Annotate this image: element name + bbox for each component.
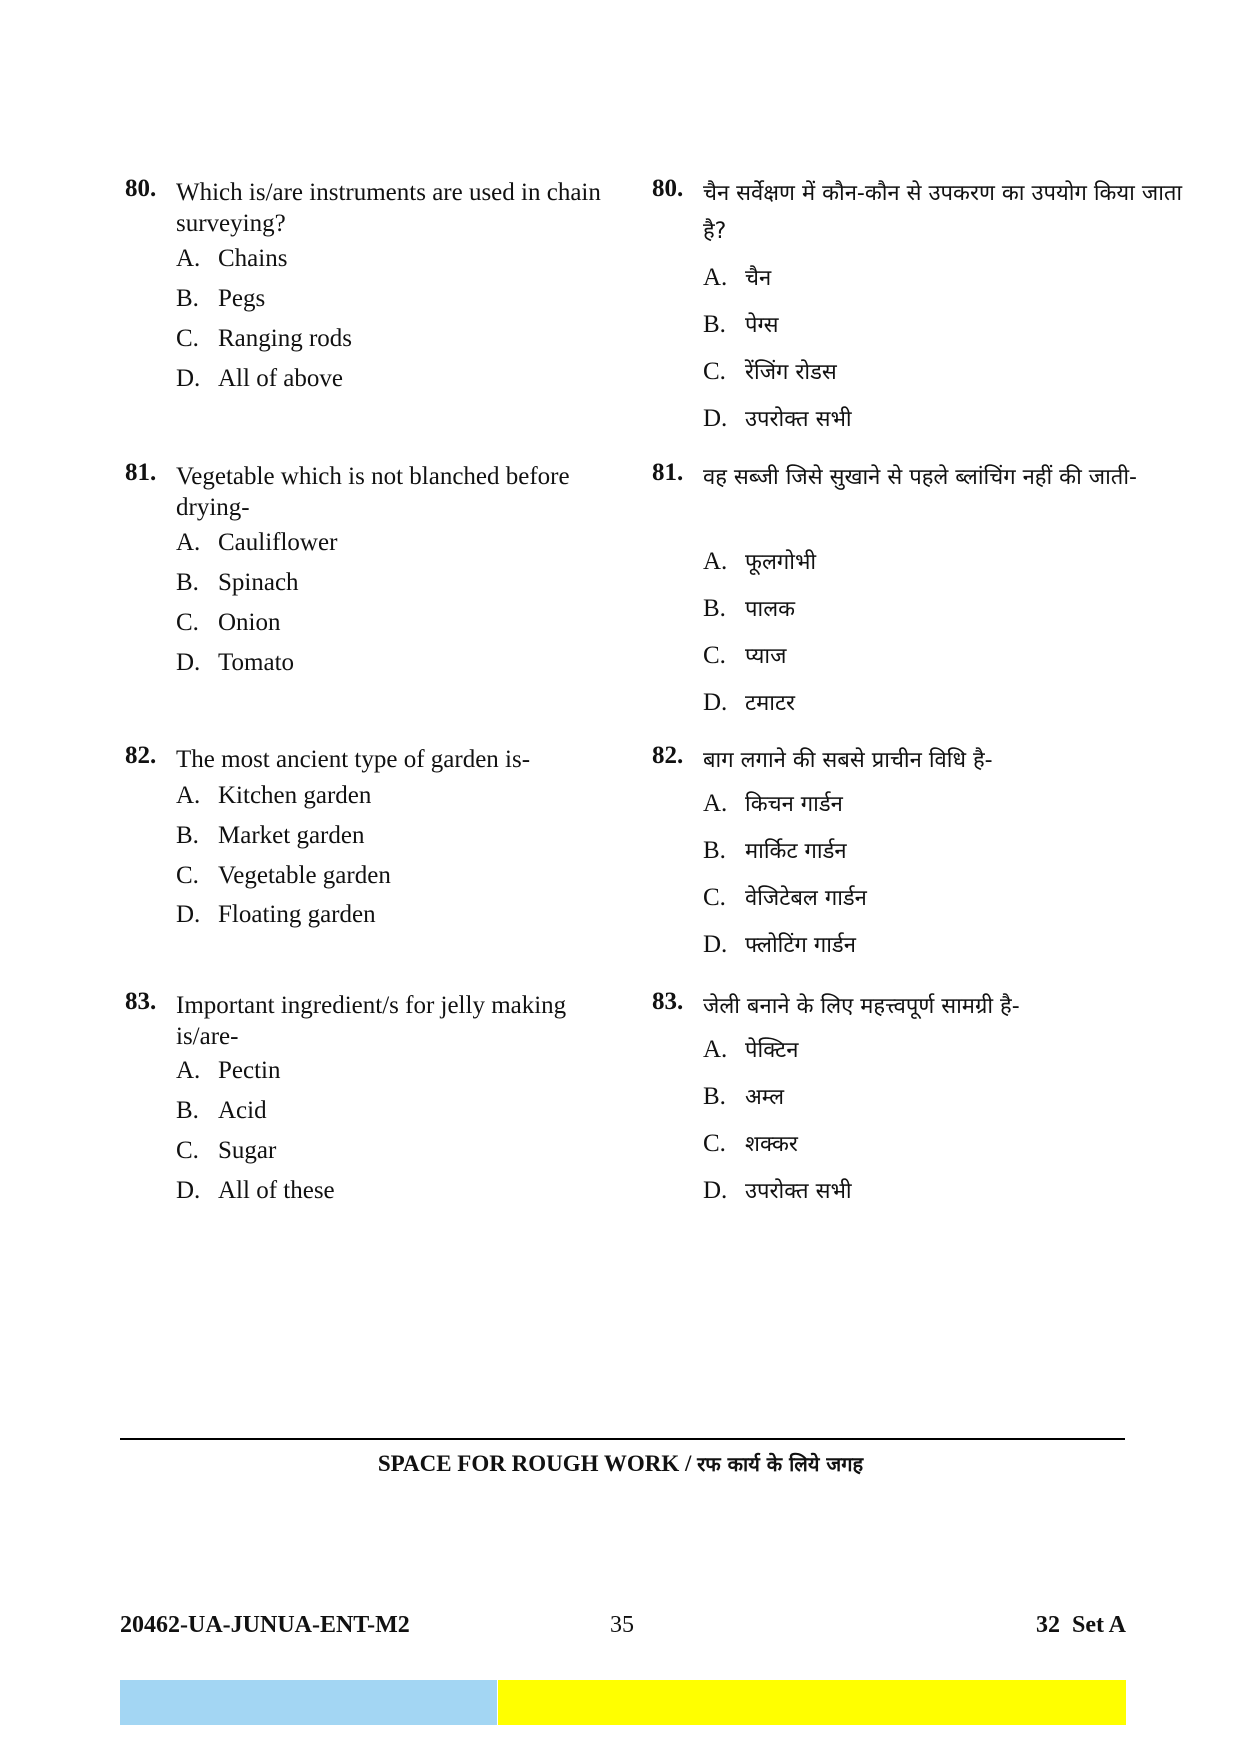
option-a: A. Kitchen garden: [176, 782, 372, 809]
question-text: वह सब्जी जिसे सुखाने से पहले ब्लांचिंग नहीं की जाती-: [703, 465, 1137, 490]
option-d: D. टमाटर: [703, 689, 796, 716]
question-number: 80.: [652, 175, 684, 202]
option-b: B. Pegs: [176, 285, 266, 312]
option-b: B. पालक: [703, 595, 796, 622]
option-b: B. पेग्स: [703, 311, 779, 338]
color-bar-blue: [120, 1680, 497, 1725]
rough-work-label-hi: रफ कार्य के लिये जगह: [697, 1452, 864, 1476]
paper-code: 20462-UA-JUNUA-ENT-M2: [120, 1612, 410, 1638]
option-d: D. Floating garden: [176, 901, 376, 928]
option-a: A. पेक्टिन: [703, 1036, 799, 1063]
question-number: 83.: [652, 988, 684, 1015]
color-bar-yellow: [498, 1680, 1126, 1725]
option-b: B. Acid: [176, 1097, 267, 1124]
option-d: D. All of these: [176, 1177, 335, 1204]
option-d: D. उपरोक्त सभी: [703, 1177, 852, 1204]
option-c: C. वेजिटेबल गार्डन: [703, 884, 867, 911]
question-text: The most ancient type of garden is-: [176, 746, 531, 773]
question-number: 81.: [125, 459, 157, 486]
question-text: Important ingredient/s for jelly making is/are-: [176, 992, 567, 1050]
question-number: 82.: [652, 742, 684, 769]
option-a: A. Chains: [176, 245, 288, 272]
option-a: A. Pectin: [176, 1057, 281, 1084]
option-a: A. फूलगोभी: [703, 548, 817, 575]
option-a: A. चैन: [703, 264, 772, 291]
rough-work-heading: [0, 1450, 1241, 1477]
option-c: C. प्याज: [703, 642, 787, 669]
option-c: C. शक्कर: [703, 1130, 798, 1157]
option-d: D. Tomato: [176, 649, 295, 676]
option-c: C. Vegetable garden: [176, 862, 391, 889]
page-number: 35: [610, 1612, 634, 1638]
option-b: B. अम्ल: [703, 1083, 784, 1110]
option-c: C. Ranging rods: [176, 325, 353, 352]
rough-work-divider: [120, 1438, 1125, 1440]
question-text: Vegetable which is not blanched before drying-: [176, 463, 570, 521]
option-d: D. उपरोक्त सभी: [703, 405, 852, 432]
question-text: जेली बनाने के लिए महत्त्वपूर्ण सामग्री है-: [703, 994, 1020, 1019]
option-d: D. All of above: [176, 365, 343, 392]
option-b: B. Spinach: [176, 569, 299, 596]
option-d: D. फ्लोटिंग गार्डन: [703, 931, 856, 958]
option-a: A. किचन गार्डन: [703, 790, 843, 817]
option-c: C. रेंजिंग रोडस: [703, 358, 837, 385]
question-text: चैन सर्वेक्षण में कौन-कौन से उपकरण का उपयोग किया जाता है?: [703, 181, 1183, 244]
option-c: C. Onion: [176, 609, 281, 636]
question-text: बाग लगाने की सबसे प्राचीन विधि है-: [703, 748, 993, 773]
set-label: 32 Set A: [1036, 1612, 1126, 1638]
option-b: B. Market garden: [176, 822, 365, 849]
option-b: B. मार्किट गार्डन: [703, 837, 847, 864]
question-number: 82.: [125, 742, 157, 769]
question-number: 80.: [125, 175, 157, 202]
question-number: 81.: [652, 459, 684, 486]
rough-work-label-en: SPACE FOR ROUGH WORK /: [377, 1451, 692, 1476]
option-a: A. Cauliflower: [176, 529, 338, 556]
option-c: C. Sugar: [176, 1137, 277, 1164]
question-text: Which is/are instruments are used in chain surveying?: [176, 179, 601, 237]
question-number: 83.: [125, 988, 157, 1015]
